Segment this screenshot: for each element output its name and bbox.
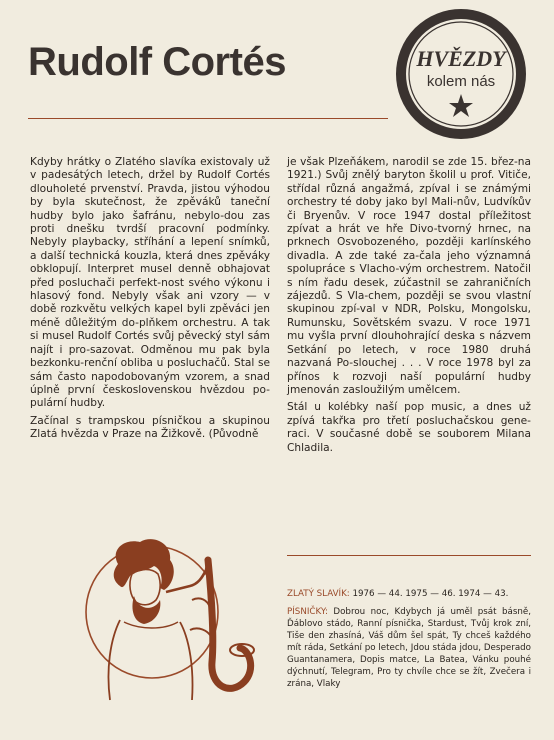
- stats-label: ZLATÝ SLAVÍK:: [287, 589, 350, 599]
- songs-list: [287, 606, 531, 690]
- stats-value: 1976 — 44. 1975 — 46. 1974 — 43.: [349, 589, 509, 599]
- paragraph: Začínal s trampskou písničkou a skupinou Zlatá hvězda v Praze na Žižkově. (Původně: [30, 414, 270, 441]
- badge-line1: HVĚZDY: [416, 46, 506, 71]
- title-divider: [28, 118, 388, 119]
- paragraph: Stál u kolébky naší pop music, a dnes už zpívá takřka pro třetí posluchačskou gene-raci. V současné době se souborem Milana Chladila.: [287, 401, 531, 454]
- article-right-column: [287, 156, 531, 459]
- info-box: [287, 588, 531, 690]
- page-title: Rudolf Cortés: [28, 40, 286, 84]
- songs-value: Dobrou noc, Kdybych já uměl psát básně, Ďáblovo stádo, Ranní písnička, Stardust, Tvůj krok zní, Tiše den zhasíná, Váš dům šel spát, Ty chceš každého mít ráda, Setkání po letech, Jdou stáda jdou, Desperado Guantanamera, Dopis matce, La Batea, Vánku pouhé dýchnutí, Telegram, Pro ty chvíle chce se žít, Zvečera i zrána, Vlaky: [287, 607, 531, 689]
- zlaty-slavik-stats: [287, 588, 531, 600]
- saxophone-player-illustration: [80, 530, 280, 710]
- article-left-column: [30, 156, 270, 446]
- paragraph: Kdyby hrátky o Zlatého slavíka existovaly už v padesátých letech, držel by Rudolf Cortés dlouholeté prvenství. Pravda, jistou výhodou by byla skutečnost, že zpěváků taneční hudby bylo jako šafránu, nebylo-dou zas proti dnešku tvrdší pracovní podmínky. Nebyly playbacky, stříhání a lepení snímků, a další technická kouzla, která dnes zpěváky obklopují. Interpret musel denně obhajovat před posluchači perfekt-nost svého výkonu i hlasový fond. Nebyly však ani vzory — v době rozkvětu velkých kapel byli zpěváci jen méně důležitým do-plňkem orchestru. A tak si musel Rudolf Cortés svůj pěvecký styl sám najít i pro-sazovat. Odměnou mu pak byla bezkonku-renční obliba u posluchačů. Stal se sám často napodobovaným vzorem, a snad úplně první československou hvězdou po-pulární hudby.: [30, 156, 270, 410]
- info-divider: [287, 555, 531, 556]
- badge-line2: kolem nás: [426, 73, 496, 90]
- songs-label: PÍSNIČKY:: [287, 607, 328, 617]
- hvezdy-kolem-nas-badge: [395, 8, 527, 140]
- paragraph: je však Plzeňákem, narodil se zde 15. břez-na 1921.) Svůj znělý baryton školil u prof. Vitiče, střídal různá angažmá, zpíval i se známými orchestry té doby jako byl Mali-nův, Ludvíkův či Bryenův. V roce 1947 dostal příležitost zpívat a hrát ve hře Divo-tvorný hrnec, na prknech Osvobozeného, později karlínského divadla. A zde také za-čala jeho významná spolupráce s Vlacho-vým orchestrem. Natočil s ním řadu desek, zúčastnil se zahraničních zájezdů. S Vla-chem, později se svou vlastní skupinou zpí-val v NDR, Polsku, Mongolsku, Rumunsku, Sovětském svazu. V roce 1971 mu vyšla první dlouhohrající deska s názvem Setkání po letech, v roce 1980 druhá nazvaná Po-slouchej . . . V roce 1978 byl za přínos k rozvoji naší populární hudby jmenován zasloužilým umělcem.: [287, 156, 531, 396]
